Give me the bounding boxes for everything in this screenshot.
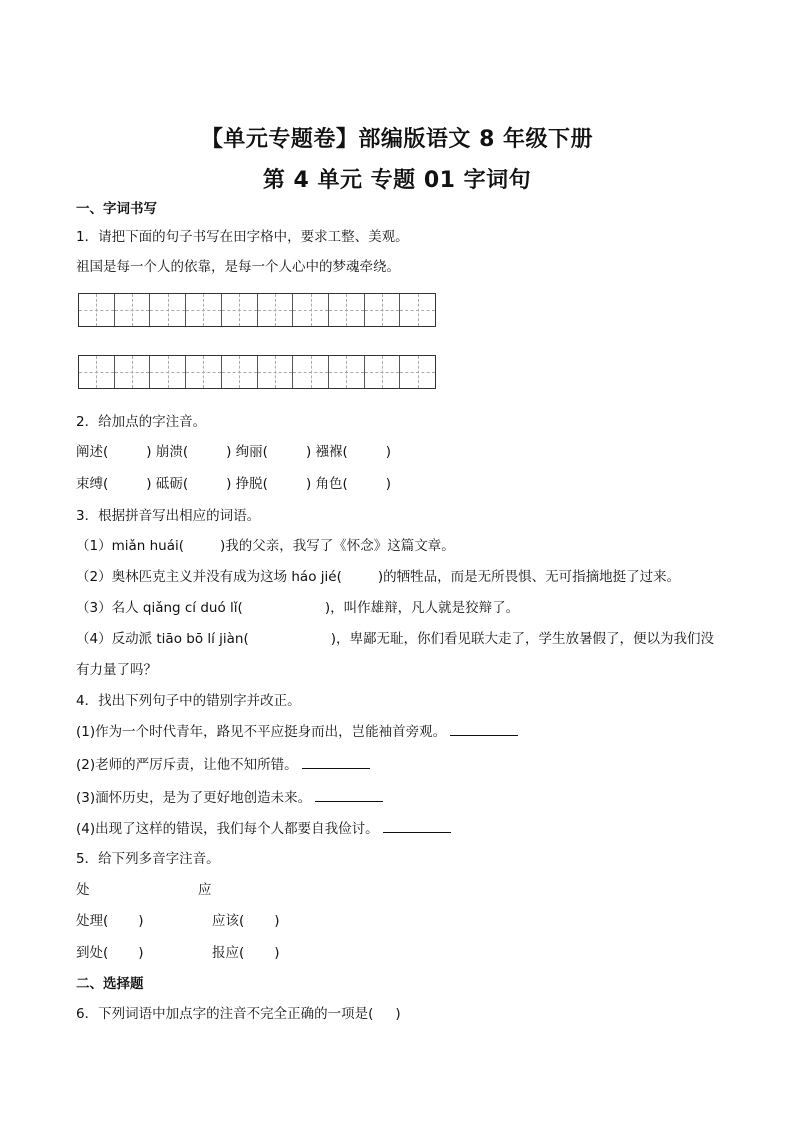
- document-subtitle: 第 4 单元 专题 01 字词句: [262, 168, 532, 193]
- grid-cell[interactable]: [329, 294, 365, 326]
- q2-word: ) 砥砺(: [146, 476, 189, 492]
- grid-cell[interactable]: [186, 356, 222, 388]
- grid-cell[interactable]: [258, 356, 294, 388]
- grid-cell[interactable]: [400, 294, 435, 326]
- q5-word: 报应(: [212, 945, 245, 961]
- q2-word: ) 崩溃(: [146, 444, 189, 460]
- grid-cell[interactable]: [222, 294, 258, 326]
- q2-word: ): [385, 444, 392, 460]
- grid-cell[interactable]: [365, 356, 401, 388]
- grid-cell[interactable]: [79, 356, 115, 388]
- q4-item-text: (2)老师的严厉斥责，让他不知所错。: [76, 757, 298, 773]
- answer-blank[interactable]: [450, 735, 518, 736]
- answer-blank[interactable]: [383, 832, 451, 833]
- q3-item-4-cont: 有力量了吗？: [76, 662, 157, 678]
- q5-close: ): [274, 913, 280, 929]
- q3-item-2: [76, 568, 680, 586]
- grid-cell[interactable]: [293, 356, 329, 388]
- grid-cell[interactable]: [329, 356, 365, 388]
- q3-item-3-pinyin: （3）名人 qiǎng cí duó lǐ(: [76, 600, 243, 616]
- q4-item-4: [76, 820, 451, 838]
- q5-row-1-left: [76, 912, 144, 930]
- q3-item-4-text: )，卑鄙无耻，你们看见联大走了，学生放暑假了，便以为我们没: [330, 631, 715, 647]
- q5-word: 应该(: [212, 913, 245, 929]
- q2-word: 阐述(: [76, 444, 109, 460]
- q3-item-3: [76, 599, 519, 617]
- q2-row-1: [76, 443, 391, 461]
- q2-word: ) 角色(: [305, 476, 348, 492]
- q3-item-1-pinyin: （1）miǎn huái(: [76, 538, 185, 554]
- writing-grid-row-2[interactable]: [78, 355, 436, 389]
- q6-prompt: [76, 1005, 401, 1023]
- q5-word: 到处(: [76, 945, 109, 961]
- q4-item-text: (3)湎怀历史，是为了更好地创造未来。: [76, 790, 312, 806]
- grid-cell[interactable]: [186, 294, 222, 326]
- section2-heading: 二、选择题: [76, 976, 144, 992]
- q2-word: ) 挣脱(: [226, 476, 268, 492]
- answer-blank[interactable]: [302, 768, 370, 769]
- q5-word: 处理(: [76, 913, 109, 929]
- writing-grid-row-1[interactable]: [78, 293, 436, 327]
- q4-item-3: [76, 789, 383, 807]
- q5-row-1-right: [212, 912, 280, 930]
- q5-close: ): [138, 945, 144, 961]
- section1-heading: 一、字词书写: [76, 201, 157, 217]
- grid-cell[interactable]: [222, 356, 258, 388]
- grid-cell[interactable]: [115, 356, 151, 388]
- q4-prompt: 4．找出下列句子中的错别字并改正。: [76, 693, 301, 709]
- grid-cell[interactable]: [150, 356, 186, 388]
- q4-item-text: (1)作为一个时代青年，路见不平应挺身而出，岂能袖首旁观。: [76, 724, 447, 740]
- q6-text: 6．下列词语中加点字的注音不完全正确的一项是(: [76, 1006, 374, 1022]
- q5-close: ): [274, 945, 280, 961]
- grid-cell[interactable]: [400, 356, 435, 388]
- q2-word: ): [385, 476, 392, 492]
- document-title: 【单元专题卷】部编版语文 8 年级下册: [200, 127, 594, 152]
- q3-item-1: [76, 537, 455, 555]
- answer-blank[interactable]: [315, 801, 383, 802]
- q3-prompt: 3．根据拼音写出相应的词语。: [76, 508, 261, 524]
- q3-item-3-text: )，叫作雄辩，凡人就是狡辩了。: [324, 600, 520, 616]
- q2-word: ) 襁褓(: [305, 444, 348, 460]
- grid-cell[interactable]: [150, 294, 186, 326]
- grid-cell[interactable]: [365, 294, 401, 326]
- q4-item-1: [76, 723, 518, 741]
- q4-item-text: (4)出现了这样的错误，我们每个人都要自我俭讨。: [76, 821, 379, 837]
- q2-prompt: 2．给加点的字注音。: [76, 414, 207, 430]
- q3-item-2-pinyin: （2）奥林匹克主义并没有成为这场 háo jié(: [76, 569, 342, 585]
- grid-cell[interactable]: [115, 294, 151, 326]
- grid-cell[interactable]: [258, 294, 294, 326]
- q5-close: ): [138, 913, 144, 929]
- q5-prompt: 5．给下列多音字注音。: [76, 851, 220, 867]
- q2-row-2: [76, 475, 391, 493]
- q3-item-1-text: )我的父亲，我写了《怀念》这篇文章。: [220, 538, 455, 554]
- q2-word: ) 绚丽(: [226, 444, 268, 460]
- q3-item-4: [76, 630, 714, 648]
- grid-cell[interactable]: [79, 294, 115, 326]
- q5-row-2-right: [212, 944, 280, 962]
- q5-char-2: 应: [198, 882, 212, 898]
- q6-close: ): [395, 1006, 401, 1022]
- q5-row-2-left: [76, 944, 144, 962]
- q5-char-1: 处: [76, 882, 90, 898]
- q1-prompt: 1．请把下面的句子书写在田字格中，要求工整、美观。: [76, 229, 409, 245]
- q3-item-2-text: )的牺牲品，而是无所畏惧、无可指摘地挺了过来。: [377, 569, 681, 585]
- q2-word: 束缚(: [76, 476, 109, 492]
- q4-item-2: [76, 756, 370, 774]
- q3-item-4-pinyin: （4）反动派 tiāo bō lí jiàn(: [76, 631, 249, 647]
- grid-cell[interactable]: [293, 294, 329, 326]
- q1-sentence: 祖国是每一个人的依靠，是每一个人心中的梦魂牵绕。: [76, 259, 400, 275]
